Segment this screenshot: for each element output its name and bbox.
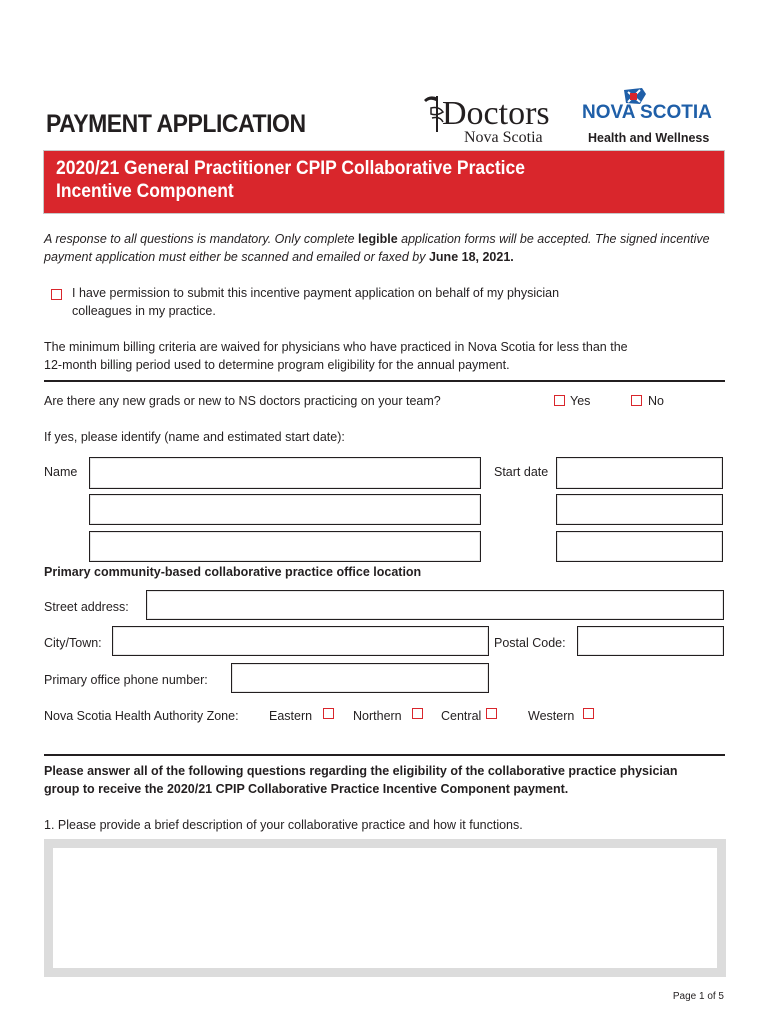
logo-ns-text: NOVA SCOTIA — [582, 102, 712, 123]
zone-eastern-checkbox[interactable] — [323, 708, 334, 719]
questions-heading-line-1: Please answer all of the following questions regarding the eligibility of the collaborative practice physician — [44, 764, 678, 778]
doctors-nova-scotia-logo — [420, 90, 560, 146]
logo-ns-sub: Health and Wellness — [588, 131, 710, 145]
permission-line-1: I have permission to submit this incentive payment application on behalf of my physician — [72, 286, 560, 300]
name-label: Name — [44, 465, 78, 479]
new-grads-question: Are there any new grads or new to NS doctors practicing on your team? — [44, 394, 441, 408]
street-label: Street address: — [44, 600, 129, 614]
new-grads-yes-checkbox[interactable] — [554, 395, 565, 406]
yes-label: Yes — [570, 394, 591, 408]
start-date-field-3[interactable] — [556, 531, 723, 562]
street-address-field[interactable] — [146, 590, 724, 620]
permission-line-2: colleagues in my practice. — [72, 304, 216, 318]
banner-title — [56, 157, 645, 203]
waiver-line-2: 12-month billing period used to determine program eligibility for the annual payment. — [44, 358, 510, 372]
no-label: No — [648, 394, 664, 408]
intro-part-2: application forms will be accepted. The signed incentive payment application must either be scanned and emailed or faxed by — [44, 232, 710, 264]
intro-instructions — [44, 230, 734, 266]
billing-waiver-text — [44, 338, 734, 374]
intro-legible: legible — [358, 232, 398, 246]
question-1: 1. Please provide a brief description of your collaborative practice and how it functions. — [44, 818, 523, 832]
name-field-2[interactable] — [89, 494, 481, 525]
name-field-3[interactable] — [89, 531, 481, 562]
page-number: Page 1 of 5 — [672, 991, 724, 1002]
banner-line-1: 2020/21 General Practitioner CPIP Collaborative Practice — [56, 158, 525, 179]
zone-central-label: Central — [441, 709, 482, 723]
start-date-field-1[interactable] — [556, 457, 723, 489]
name-field-1[interactable] — [89, 457, 481, 489]
zone-western-checkbox[interactable] — [583, 708, 594, 719]
phone-label: Primary office phone number: — [44, 673, 208, 687]
phone-field[interactable] — [231, 663, 489, 693]
questions-heading — [44, 762, 734, 798]
nova-scotia-logo — [580, 86, 715, 148]
new-grads-no-checkbox[interactable] — [631, 395, 642, 406]
title-banner — [44, 151, 724, 213]
permission-checkbox[interactable] — [51, 289, 62, 300]
divider-1 — [44, 380, 725, 382]
intro-part-1: A response to all questions is mandatory. Only complete — [44, 232, 359, 246]
question-1-answer-field[interactable] — [53, 848, 717, 968]
zone-eastern-label: Eastern — [269, 709, 313, 723]
identify-instruction: If yes, please identify (name and estimated start date): — [44, 430, 345, 444]
logo-doctors-text: Doctors — [442, 95, 550, 132]
zone-western-label: Western — [528, 709, 575, 723]
page-title: PAYMENT APPLICATION — [46, 110, 306, 138]
question-1-answer-box — [44, 839, 726, 977]
banner-line-2: Incentive Component — [56, 181, 234, 202]
postal-code-field[interactable] — [577, 626, 724, 656]
city-label: City/Town: — [44, 636, 102, 650]
zone-label: Nova Scotia Health Authority Zone: — [44, 709, 239, 723]
postal-label: Postal Code: — [494, 636, 566, 650]
logo-doctors-sub: Nova Scotia — [464, 129, 543, 146]
intro-deadline: June 18, 2021. — [428, 250, 514, 264]
permission-text — [72, 284, 732, 320]
start-date-field-2[interactable] — [556, 494, 723, 525]
city-field[interactable] — [112, 626, 489, 656]
zone-northern-label: Northern — [353, 709, 402, 723]
location-heading: Primary community-based collaborative practice office location — [44, 565, 422, 579]
start-date-label: Start date — [494, 465, 549, 479]
zone-northern-checkbox[interactable] — [412, 708, 423, 719]
questions-heading-line-2: group to receive the 2020/21 CPIP Collaborative Practice Incentive Component payment. — [44, 782, 569, 796]
divider-2 — [44, 754, 725, 756]
zone-central-checkbox[interactable] — [486, 708, 497, 719]
waiver-line-1: The minimum billing criteria are waived for physicians who have practiced in Nova Scotia for less than the — [44, 340, 628, 354]
